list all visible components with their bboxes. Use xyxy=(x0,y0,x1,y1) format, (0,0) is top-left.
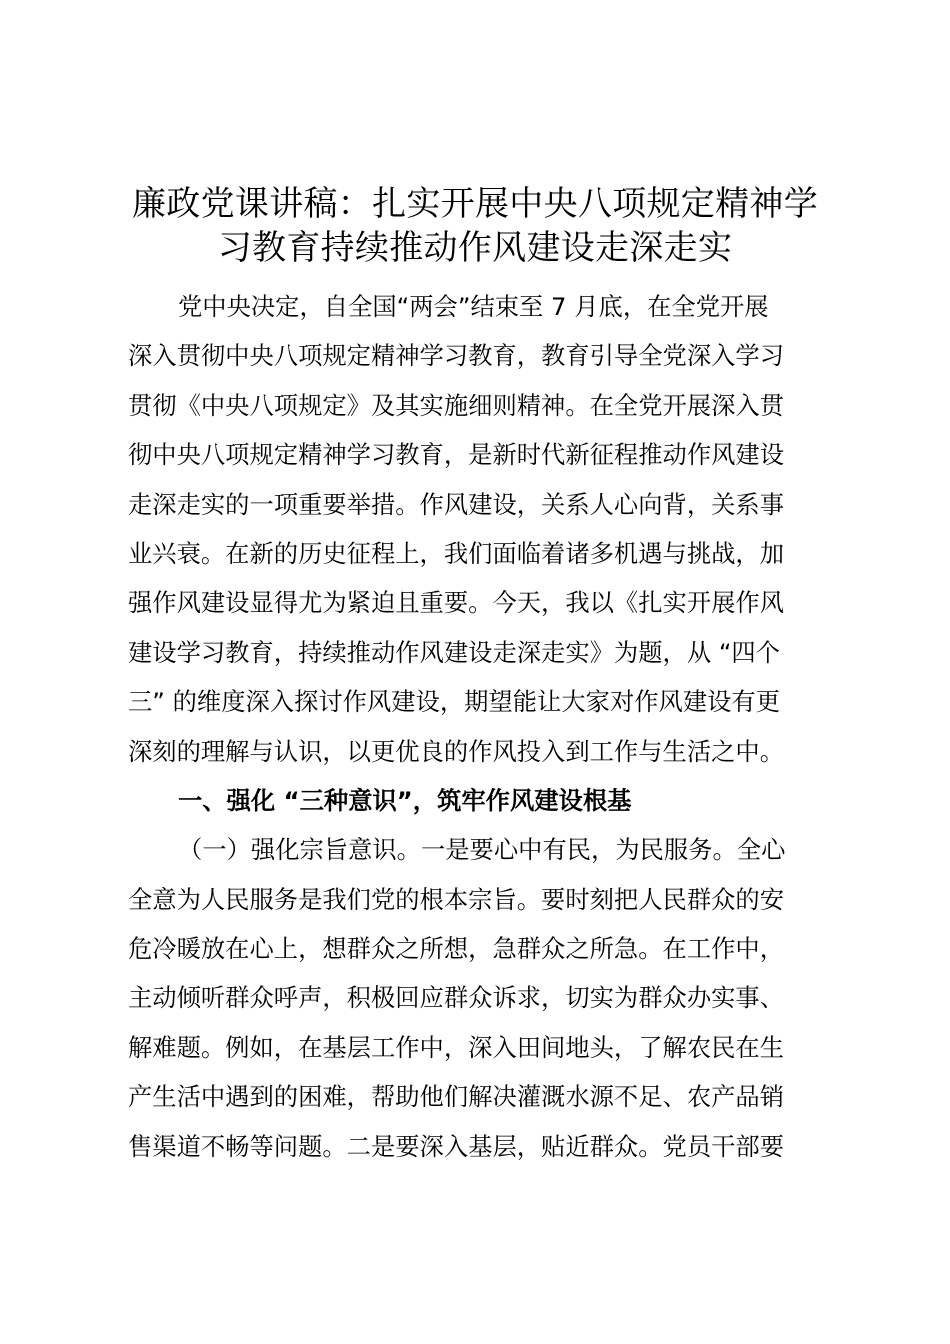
section-heading: 一、强化 “三种意识”，筑牢作风建设根基 xyxy=(178,785,632,815)
paragraph-line: 主动倾听群众呼声，积极回应群众诉求，切实为群众办实事、 xyxy=(128,983,785,1013)
paragraph-line: 党中央决定，自全国“两会”结束至 7 月底，在全党开展 xyxy=(178,292,769,321)
document-body xyxy=(128,282,832,1171)
paragraph-line: 深刻的理解与认识，以更优良的作风投入到工作与生活之中。 xyxy=(128,736,785,766)
paragraph-line: 业兴衰。在新的历史征程上，我们面临着诸多机遇与挑战，加 xyxy=(128,538,785,568)
paragraph-line: 产生活中遇到的困难，帮助他们解决灌溉水源不足、农产品销 xyxy=(128,1082,785,1112)
paragraph-line: 售渠道不畅等问题。二是要深入基层，贴近群众。党员干部要 xyxy=(128,1131,785,1161)
document-title xyxy=(118,182,832,270)
paragraph-line: 危冷暖放在心上，想群众之所想，急群众之所急。在工作中， xyxy=(128,934,785,964)
paragraph-line: 建设学习教育，持续推动作风建设走深走实》为题，从 “四个 xyxy=(128,637,781,667)
paragraph-line: 三” 的维度深入探讨作风建设，期望能让大家对作风建设有更 xyxy=(128,687,781,717)
paragraph-line: 强作风建设显得尤为紧迫且重要。今天，我以《扎实开展作风 xyxy=(128,588,785,618)
paragraph-line: 走深走实的一项重要举措。作风建设，关系人心向背，关系事 xyxy=(128,489,785,519)
paragraph-line: 解难题。例如，在基层工作中，深入田间地头，了解农民在生 xyxy=(128,1032,785,1062)
paragraph-line: 深入贯彻中央八项规定精神学习教育，教育引导全党深入学习 xyxy=(128,341,785,371)
title-line-2: 习教育持续推动作风建设走深走实 xyxy=(217,228,733,268)
title-line-1: 廉政党课讲稿：扎实开展中央八项规定精神学 xyxy=(132,184,818,224)
paragraph-line: 全意为人民服务是我们党的根本宗旨。要时刻把人民群众的安 xyxy=(128,884,785,914)
paragraph-line: 贯彻《中央八项规定》及其实施细则精神。在全党开展深入贯 xyxy=(128,390,785,420)
paragraph-line: （一）强化宗旨意识。一是要心中有民，为民服务。全心 xyxy=(178,835,786,865)
paragraph-line: 彻中央八项规定精神学习教育，是新时代新征程推动作风建设 xyxy=(128,440,785,470)
